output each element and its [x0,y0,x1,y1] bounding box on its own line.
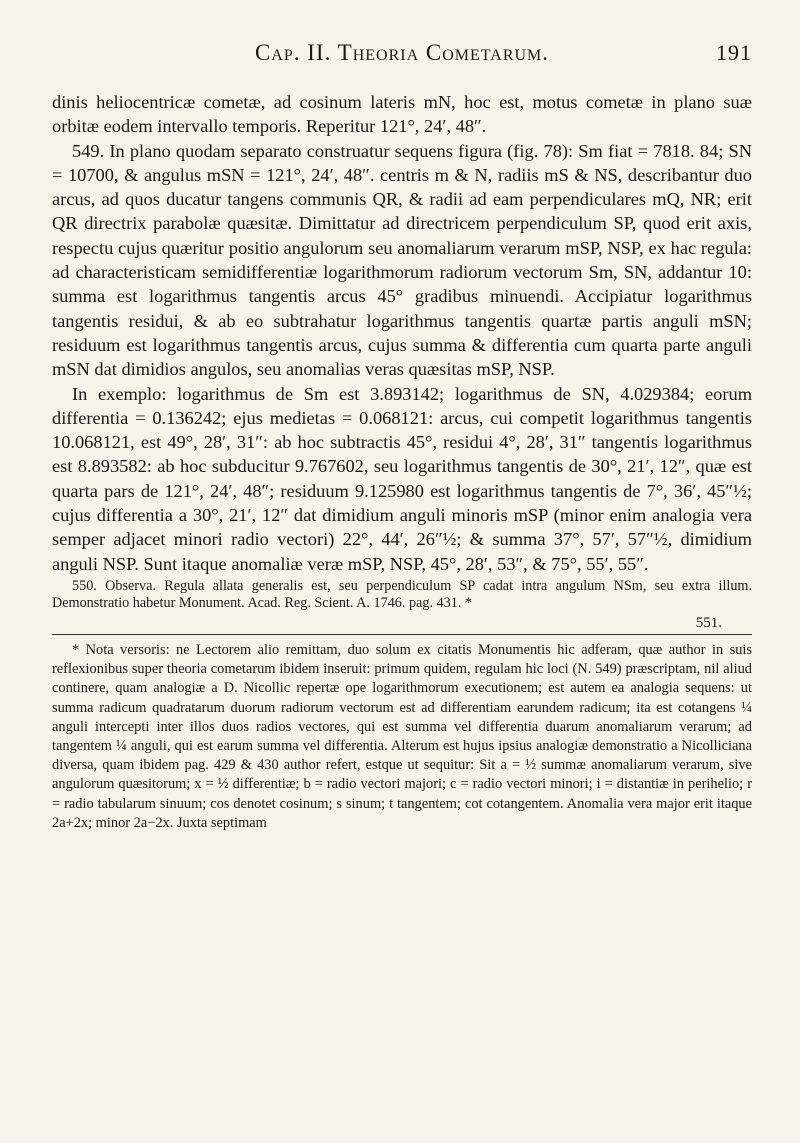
page [52,40,752,833]
catchword: 551. [695,614,722,631]
running-header [52,40,752,74]
paragraph-550: 550. Observa. Regula allata generalis est, seu perpendiculum SP cadat intra angulum NSm, seu extra illum. Demonstratio habetur Monument. Acad. Reg. Scient. A. 1746. pag. 431. * [52,577,752,612]
running-title: Cap. II. Theoria Cometarum. [254,40,550,65]
footnote: * Nota versoris: ne Lectorem alio remittam, duo solum ex citatis Monumentis hic adferam, quæ author in suis reflexionibus super theoria cometarum ibidem inseruit: primum quidem, regulam hic loci (N. 549) præscriptam, nil aliud continere, quam analogiæ a D. Nicollic repertæ ope logarithmorum executionem; est autem ea analogia sequens: ut summa radicum quadratarum duorum radiorum vectorum est ad differentiam earundem radicum; ita est cotangens ¼ anguli intercepti inter illos duos radios vectores, qui est summa vel differentia duarum anomaliarum verarum; ad tangentem ¼ anguli, qui est earum summa vel differentia. Alterum est hujus ipsius analogiæ demonstratio a Nicolliciana diversa, quam ibidem pag. 429 & 430 author refert, estque ut sequitur: Sit a = ½ summæ anomaliarum verarum, sive angulorum quæsitorum; x = ½ differentiæ; b = radio vectori majori; c = radio vectori minori; i = distantiæ in perihelio; r = radio tabularum sinuum; cos denotet cosinum; s sinum; t tangentem; cot cotangentem. Anomalia vera major erit itaque 2a+2x; minor 2a−2x. Juxta septimam [52,641,752,831]
footnote-divider [52,634,752,635]
main-text [52,90,752,576]
page-number: 191 [716,40,752,65]
paragraph-continuation: dinis heliocentricæ cometæ, ad cosinum lateris mN, hoc est, motus cometæ in plano suæ orbitæ eodem intervallo temporis. Reperitur 121°, 24′, 48″. [52,92,752,137]
paragraph-549: 549. In plano quodam separato construatur sequens figura (fig. 78): Sm fiat = 7818. 84; SN = 10700, & angulus mSN = 121°, 24′, 48″. centris m & N, radiis mS & NS, describantur duo arcus, ad quos ducatur tangens communis QR, & radii ad eam perpendiculares mQ, NR; erit QR directrix parabolæ quæsitæ. Dimittatur ad directricem perpendiculum SP, quod erit axis, respectu cujus quæritur positio angulorum seu anomaliarum verarum mSP, NSP, ex hac regula: ad characteristicam semidifferentiæ logarithmorum radiorum vectorum Sm, SN, addantur 10: summa est logarithmus tangentis arcus 45° gradibus minuendi. Accipiatur logarithmus tangentis residui, & ab eo subtrahatur logarithmus tangentis quartæ partis anguli mSN; residuum est logarithmus tangentis arcus, cujus summa & differentia cum quarta parte anguli mSN dat dimidios angulos, seu anomalias veras quæsitas mSP, NSP. [52,140,752,380]
paragraph-example: In exemplo: logarithmus de Sm est 3.893142; logarithmus de SN, 4.029384; eorum differentia = 0.136242; ejus medietas = 0.068121: arcus, cui competit logarithmus tangentis 10.068121, est 49°, 28′, 31″: ab hoc subtractis 45°, residui 4°, 28′, 31″ tangentis logarithmus est 8.893582: ab hoc subducitur 9.767602, seu logarithmus tangentis de 30°, 21′, 12″, quæ est quarta pars de 121°, 24′, 48″; residuum 9.125980 est logarithmus tangentis de 7°, 36′, 45″½; cujus differentia a 30°, 21′, 12″ dat dimidium anguli minoris mSP (minor enim analogia vera semper adjacet minori radio vectori) 22°, 44′, 26″½; & summa 37°, 57′, 57″½, dimidium anguli NSP. Sunt itaque anomaliæ veræ mSP, NSP, 45°, 28′, 53″, & 75°, 55′, 55″. [52,383,752,574]
